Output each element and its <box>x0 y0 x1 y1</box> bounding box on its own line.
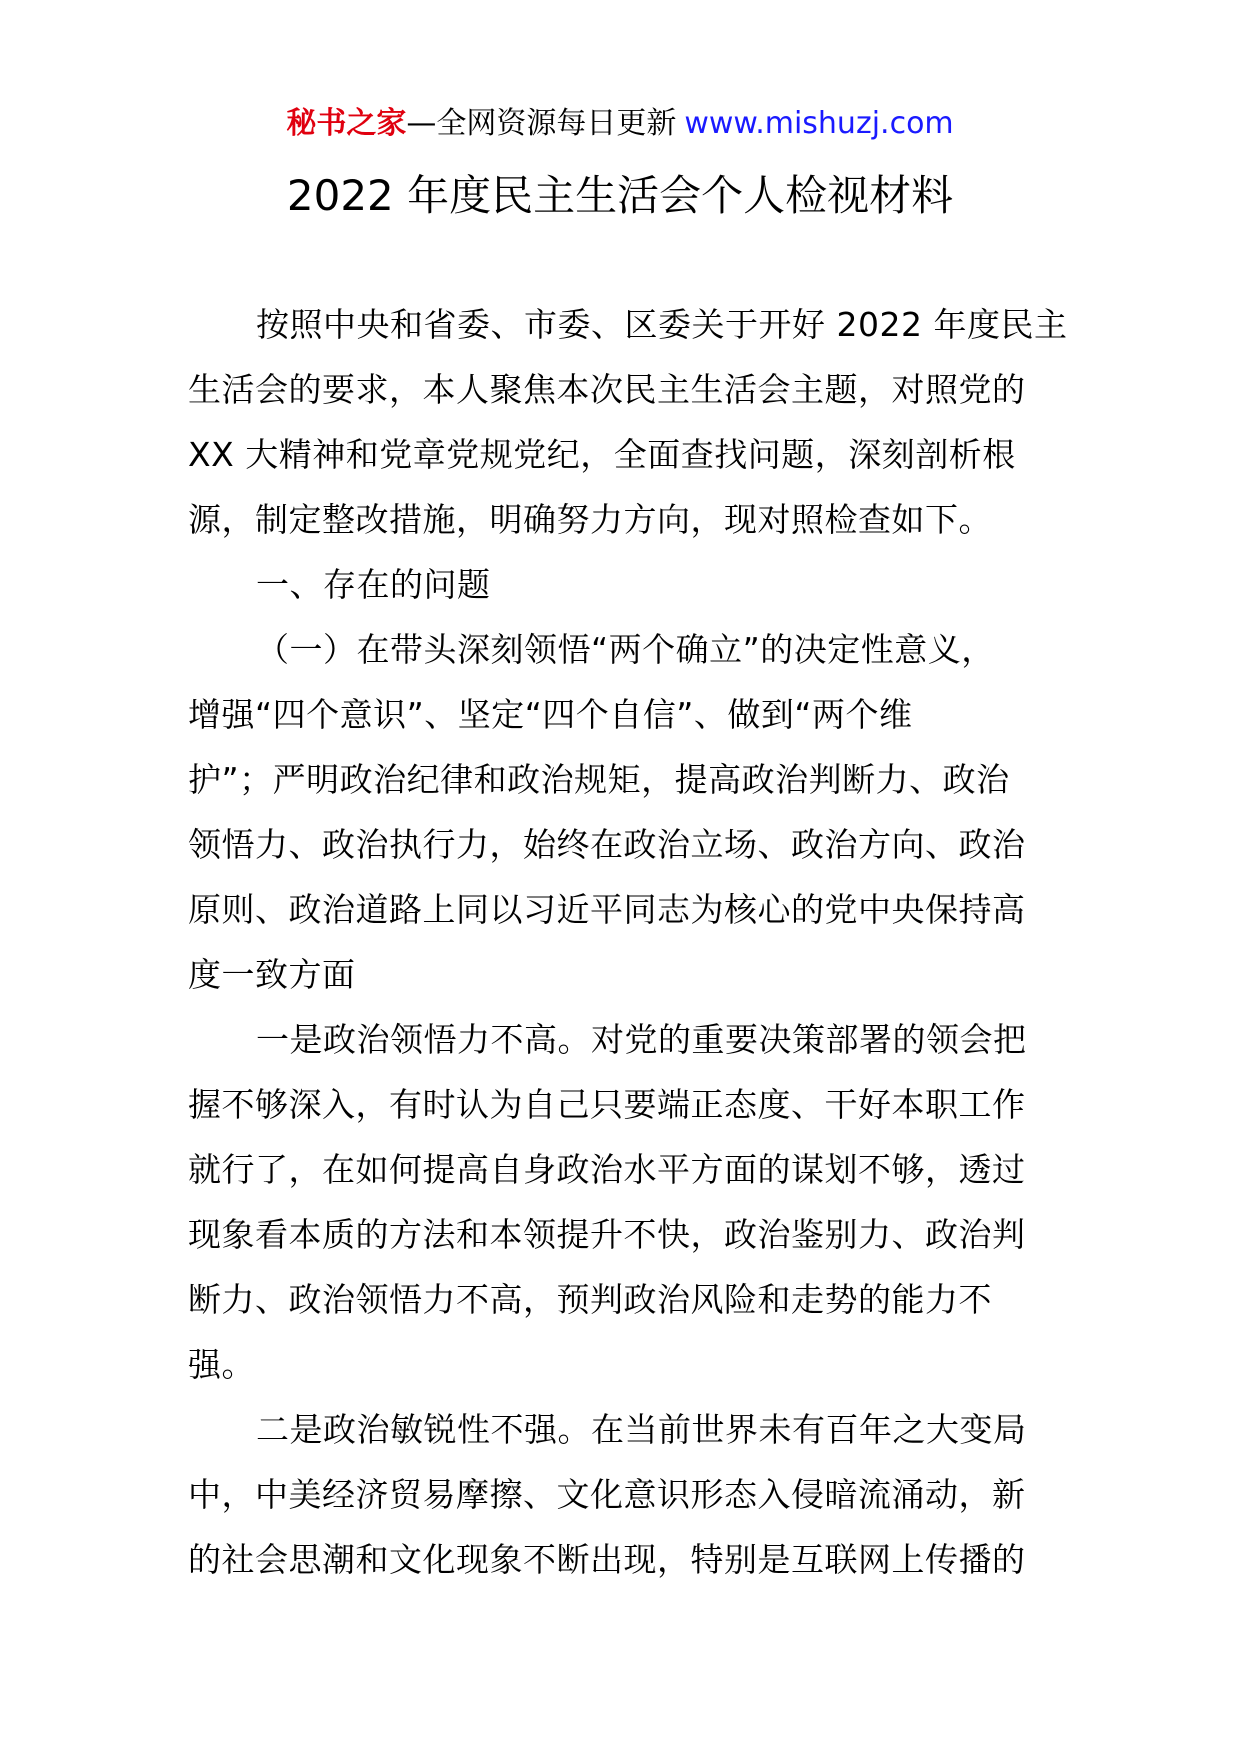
document-title: 2022 年度民主生活会个人检视材料 <box>286 171 954 220</box>
body-line: XX 大精神和党章党规党纪，全面查找问题，深刻剖析根 <box>188 435 1016 474</box>
body-line: 源，制定整改措施，明确努力方向，现对照检查如下。 <box>188 500 992 539</box>
body-line: 现象看本质的方法和本领提升不快，政治鉴别力、政治判 <box>188 1215 1026 1254</box>
body-line: 断力、政治领悟力不高，预判政治风险和走势的能力不 <box>188 1280 992 1319</box>
brand-name: 秘书之家 <box>286 106 407 141</box>
body-line: 原则、政治道路上同以习近平同志为核心的党中央保持高 <box>188 890 1026 929</box>
body-line: 生活会的要求，本人聚焦本次民主生活会主题，对照党的 <box>188 370 1026 409</box>
body-line: 按照中央和省委、市委、区委关于开好 2022 年度民主 <box>256 305 1068 344</box>
body-line: 一、存在的问题 <box>256 565 491 604</box>
site-banner <box>0 102 1240 146</box>
banner-slogan: —全网资源每日更新 <box>406 106 677 141</box>
body-line: 度一致方面 <box>188 955 356 994</box>
body-line: 强。 <box>188 1345 255 1384</box>
body-line: 护”；严明政治纪律和政治规矩，提高政治判断力、政治 <box>188 760 1010 799</box>
body-line: 握不够深入，有时认为自己只要端正态度、干好本职工作 <box>188 1085 1026 1124</box>
document-body <box>188 292 1068 1592</box>
site-url-link[interactable]: www.mishuzj.com <box>684 106 954 141</box>
body-line: 增强“四个意识”、坚定“四个自信”、做到“两个维 <box>188 695 913 734</box>
body-line: 就行了，在如何提高自身政治水平方面的谋划不够，透过 <box>188 1150 1026 1189</box>
body-line: （一）在带头深刻领悟“两个确立”的决定性意义， <box>256 630 995 669</box>
body-line: 二是政治敏锐性不强。在当前世界未有百年之大变局 <box>256 1410 1027 1449</box>
body-line: 一是政治领悟力不高。对党的重要决策部署的领会把 <box>256 1020 1027 1059</box>
body-line: 的社会思潮和文化现象不断出现，特别是互联网上传播的 <box>188 1540 1026 1579</box>
body-line: 中，中美经济贸易摩擦、文化意识形态入侵暗流涌动，新 <box>188 1475 1026 1514</box>
body-line: 领悟力、政治执行力，始终在政治立场、政治方向、政治 <box>188 825 1026 864</box>
